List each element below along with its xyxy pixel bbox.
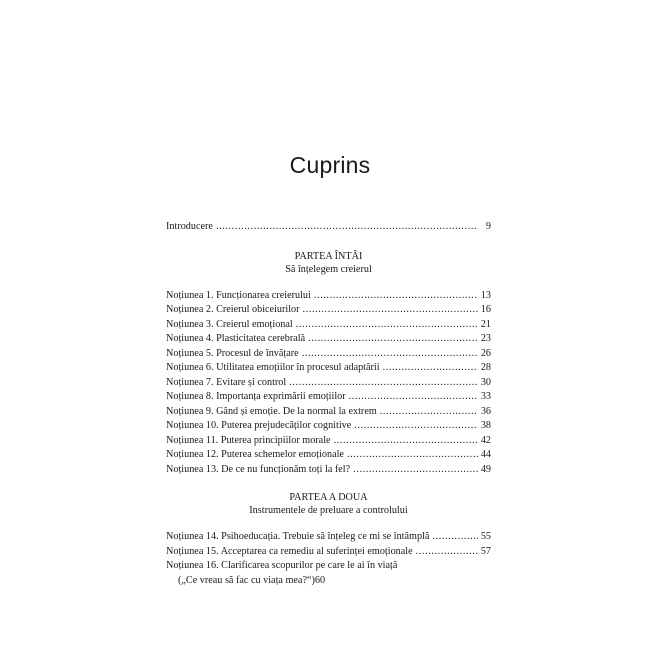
part-2-entries bbox=[166, 530, 491, 559]
dot-leader bbox=[432, 530, 477, 545]
toc-entry-label: Noțiunea 12. Puterea schemelor emoționale bbox=[166, 449, 344, 460]
toc-entry-page: 38 bbox=[480, 420, 491, 431]
dot-leader bbox=[354, 419, 478, 434]
table-of-contents bbox=[166, 220, 491, 588]
toc-entry-page: 28 bbox=[480, 362, 491, 373]
toc-entry-page: 30 bbox=[480, 376, 491, 388]
toc-entry[interactable] bbox=[166, 419, 491, 434]
part-title: PARTEA ÎNTÂI bbox=[294, 250, 363, 262]
dot-leader bbox=[380, 405, 478, 420]
toc-entry-label: Noțiunea 3. Creierul emoțional bbox=[166, 318, 293, 330]
dot-leader bbox=[416, 545, 478, 560]
toc-entry[interactable] bbox=[166, 390, 491, 405]
toc-entry-label: Introducere bbox=[166, 221, 213, 232]
toc-entry[interactable] bbox=[166, 405, 491, 420]
toc-entry-page: 21 bbox=[480, 318, 491, 330]
toc-entry-page: 42 bbox=[480, 434, 491, 446]
toc-entry-label: Noțiunea 13. De ce nu funcționăm toți la fel? bbox=[166, 463, 351, 475]
toc-entry-label: Noțiunea 1. Funcționarea creierului bbox=[166, 289, 311, 301]
toc-entry[interactable] bbox=[166, 463, 491, 478]
dot-leader bbox=[383, 361, 478, 376]
dot-leader bbox=[296, 318, 478, 333]
toc-entry-page: 60 bbox=[314, 574, 326, 586]
toc-entry-label: Noțiunea 14. Psihoeducația. Trebuie să înțeleg ce mi se întâmplă bbox=[166, 531, 430, 542]
toc-entry-page: 44 bbox=[480, 449, 491, 460]
page-title: Cuprins bbox=[289, 152, 371, 178]
toc-entry-label: Noțiunea 10. Puterea prejudecăților cognitive bbox=[166, 420, 352, 431]
toc-entry[interactable] bbox=[166, 318, 491, 333]
toc-entry[interactable] bbox=[166, 361, 491, 376]
toc-entry-page: 55 bbox=[480, 531, 491, 542]
toc-entry-label: Noțiunea 11. Puterea principiilor morale bbox=[166, 434, 331, 446]
toc-entry-introduction[interactable] bbox=[166, 220, 491, 235]
toc-entry[interactable] bbox=[166, 332, 491, 347]
part-1-heading bbox=[166, 250, 491, 276]
dot-leader bbox=[314, 289, 478, 304]
toc-entry-label: Noțiunea 8. Importanța exprimării emoțiilor bbox=[166, 391, 346, 402]
toc-entry-page: 57 bbox=[480, 545, 491, 557]
dot-leader bbox=[349, 390, 478, 405]
toc-entry-label: Noțiunea 2. Creierul obiceiurilor bbox=[166, 304, 300, 315]
toc-entry-page: 26 bbox=[480, 347, 491, 359]
dot-leader bbox=[347, 448, 478, 463]
toc-entry[interactable] bbox=[166, 289, 491, 304]
toc-entry-16[interactable] bbox=[166, 559, 491, 588]
part-2-heading bbox=[166, 491, 491, 517]
toc-entry[interactable] bbox=[166, 530, 491, 545]
dot-leader bbox=[303, 303, 478, 318]
toc-entry-page: 33 bbox=[480, 391, 491, 402]
toc-entry-page: 13 bbox=[480, 289, 491, 301]
dot-leader bbox=[334, 434, 478, 449]
toc-entry[interactable] bbox=[166, 434, 491, 449]
part-1-entries bbox=[166, 289, 491, 478]
toc-entry-page: 36 bbox=[480, 405, 491, 417]
part-subtitle: Instrumentele de preluare a controlului bbox=[249, 505, 408, 516]
toc-entry-page: 16 bbox=[480, 304, 491, 315]
toc-entry-label: Noțiunea 7. Evitare și control bbox=[166, 376, 287, 388]
toc-entry[interactable] bbox=[166, 545, 491, 560]
dot-leader bbox=[308, 332, 478, 347]
toc-entry-label: Noțiunea 6. Utilitatea emoțiilor în procesul adaptării bbox=[166, 362, 380, 373]
toc-entry-label: Noțiunea 9. Gând și emoție. De la normal la extrem bbox=[166, 405, 377, 417]
toc-entry-label-continuation: („Ce vreau să fac cu viața mea?“) bbox=[178, 574, 315, 586]
toc-entry-page: 23 bbox=[480, 333, 491, 344]
toc-entry[interactable] bbox=[166, 347, 491, 362]
dot-leader bbox=[302, 347, 478, 362]
toc-entry[interactable] bbox=[166, 303, 491, 318]
part-title: PARTEA A DOUA bbox=[289, 492, 368, 503]
dot-leader bbox=[353, 463, 478, 478]
dot-leader bbox=[289, 376, 478, 391]
dot-leader bbox=[216, 220, 478, 235]
toc-entry-label: Noțiunea 15. Acceptarea ca remediu al suferinței emoționale bbox=[166, 545, 413, 557]
part-subtitle: Să înțelegem creierul bbox=[285, 263, 372, 275]
toc-entry-page: 49 bbox=[480, 463, 491, 475]
toc-entry-label: Noțiunea 16. Clarificarea scopurilor pe care le ai în viață bbox=[166, 560, 398, 571]
toc-entry-label: Noțiunea 4. Plasticitatea cerebrală bbox=[166, 333, 306, 344]
toc-entry-page: 9 bbox=[485, 221, 491, 232]
toc-entry-label: Noțiunea 5. Procesul de învățare bbox=[166, 347, 299, 359]
toc-entry[interactable] bbox=[166, 376, 491, 391]
toc-entry[interactable] bbox=[166, 448, 491, 463]
